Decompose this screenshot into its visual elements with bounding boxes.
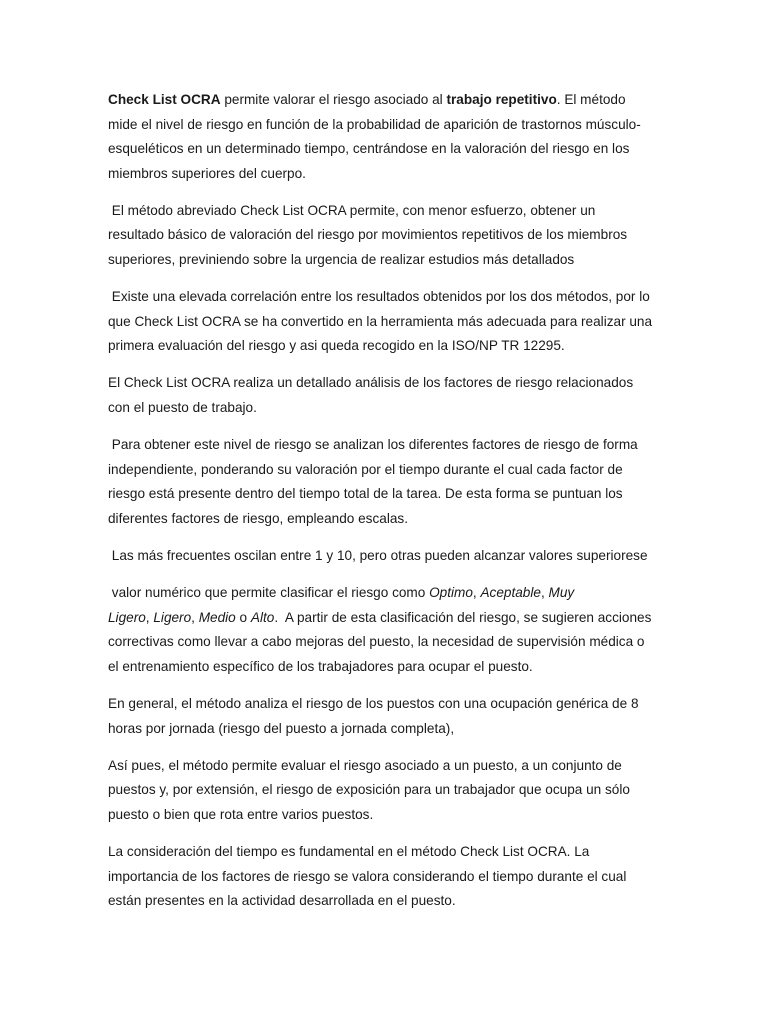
text-run: están presentes en la actividad desarrollada en el puesto. [108, 893, 456, 909]
text-run: puestos y, por extensión, el riesgo de exposición para un trabajador que ocupa un sólo [108, 782, 630, 798]
text-run: Existe una elevada correlación entre los resultados obtenidos por los dos métodos, por lo [108, 289, 650, 305]
bold-text: trabajo repetitivo [446, 92, 557, 107]
paragraph [108, 840, 668, 914]
text-run: permite valorar el riesgo asociado al [220, 92, 447, 107]
text-run: . A partir de esta clasificación del riesgo, se sugieren acciones [274, 609, 652, 625]
paragraph [108, 88, 668, 186]
text-line [108, 581, 668, 606]
text-run: diferentes factores de riesgo, empleando escalas. [108, 510, 408, 526]
text-run: superiores, previniendo sobre la urgencia de realizar estudios más detallados [108, 252, 575, 268]
text-run: Las más frecuentes oscilan entre 1 y 10, pero otras pueden alcanzar valores superiorese [108, 548, 648, 563]
text-line [108, 88, 668, 113]
text-run: esqueléticos en un determinado tiempo, centrándose en la valoración del riesgo en los [108, 141, 630, 157]
text-line [108, 840, 668, 865]
text-run: puesto o bien que rota entre varios puestos. [108, 806, 374, 822]
italic-text: Medio [198, 609, 236, 625]
text-run: Así pues, el método permite evaluar el riesgo asociado a un puesto, a un conjunto de [108, 757, 622, 773]
paragraph [108, 371, 668, 420]
text-line [108, 310, 668, 335]
bold-text: Check List OCRA [108, 92, 221, 107]
text-line [108, 199, 668, 224]
text-line [108, 717, 668, 742]
italic-text: Ligero [153, 609, 192, 625]
text-run: El Check List OCRA realiza un detallado análisis de los factores de riesgo relacionados [108, 375, 634, 391]
paragraph [108, 581, 668, 679]
paragraph [108, 544, 668, 569]
text-line [108, 778, 668, 803]
text-line [108, 433, 668, 458]
text-line [108, 865, 668, 890]
text-run: independiente, ponderando su valoración por el tiempo durante el cual cada factor de [108, 461, 623, 477]
italic-text: Alto [250, 609, 275, 625]
document-body [108, 88, 668, 926]
text-line [108, 371, 668, 396]
text-run: primera evaluación del riesgo y asi queda recogido en la ISO/NP TR 12295. [108, 338, 565, 354]
text-line [108, 223, 668, 248]
text-line [108, 655, 668, 680]
text-line [108, 285, 668, 310]
text-line [108, 162, 668, 187]
italic-text: Optimo [429, 585, 473, 601]
text-run: Para obtener este nivel de riesgo se analizan los diferentes factores de riesgo de forma [108, 437, 638, 453]
text-line [108, 507, 668, 532]
text-line [108, 692, 668, 717]
text-line [108, 458, 668, 483]
paragraph [108, 285, 668, 359]
text-run: el entrenamiento específico de los trabajadores para ocupar el puesto. [108, 658, 533, 674]
text-run: con el puesto de trabajo. [108, 400, 257, 416]
italic-text: Aceptable [480, 585, 541, 601]
paragraph [108, 199, 668, 273]
text-run: El método abreviado Check List OCRA permite, con menor esfuerzo, obtener un [108, 202, 596, 218]
text-run: horas por jornada (riesgo del puesto a jornada completa), [108, 720, 455, 736]
text-line [108, 606, 668, 631]
text-run: resultado básico de valoración del riesgo por movimientos repetitivos de los miembros [108, 227, 628, 243]
text-line [108, 396, 668, 421]
italic-text: Ligero [108, 609, 146, 625]
italic-text: Muy [548, 585, 575, 601]
text-run: miembros superiores del cuerpo. [108, 165, 306, 181]
paragraph [108, 433, 668, 531]
text-line [108, 334, 668, 359]
text-line [108, 482, 668, 507]
paragraph [108, 692, 668, 741]
text-run: o [235, 609, 251, 625]
text-line [108, 803, 668, 828]
text-run: que Check List OCRA se ha convertido en la herramienta más adecuada para realizar una [108, 313, 653, 329]
text-line [108, 630, 668, 655]
text-run: , [145, 609, 154, 625]
text-run: En general, el método analiza el riesgo de los puestos con una ocupación genérica de 8 [108, 695, 639, 711]
text-run: , [472, 585, 481, 601]
text-run: . El método [556, 92, 626, 107]
text-line [108, 113, 668, 138]
text-line [108, 754, 668, 779]
text-run: riesgo está presente dentro del tiempo total de la tarea. De esta forma se puntuan los [108, 486, 623, 502]
text-run: , [191, 609, 199, 625]
text-run: importancia de los factores de riesgo se valora considerando el tiempo durante el cual [108, 868, 627, 884]
text-run: La consideración del tiempo es fundamental en el método Check List OCRA. La [108, 843, 590, 859]
text-line [108, 544, 668, 569]
text-run: valor numérico que permite clasificar el riesgo como [108, 585, 430, 601]
text-run: correctivas como llevar a cabo mejoras del puesto, la necesidad de supervisión médica o [108, 634, 645, 650]
text-run: , [540, 585, 549, 601]
text-line [108, 248, 668, 273]
paragraph [108, 754, 668, 828]
text-run: mide el nivel de riesgo en función de la probabilidad de aparición de trastornos músculo- [108, 116, 641, 132]
text-line [108, 137, 668, 162]
text-line [108, 889, 668, 914]
